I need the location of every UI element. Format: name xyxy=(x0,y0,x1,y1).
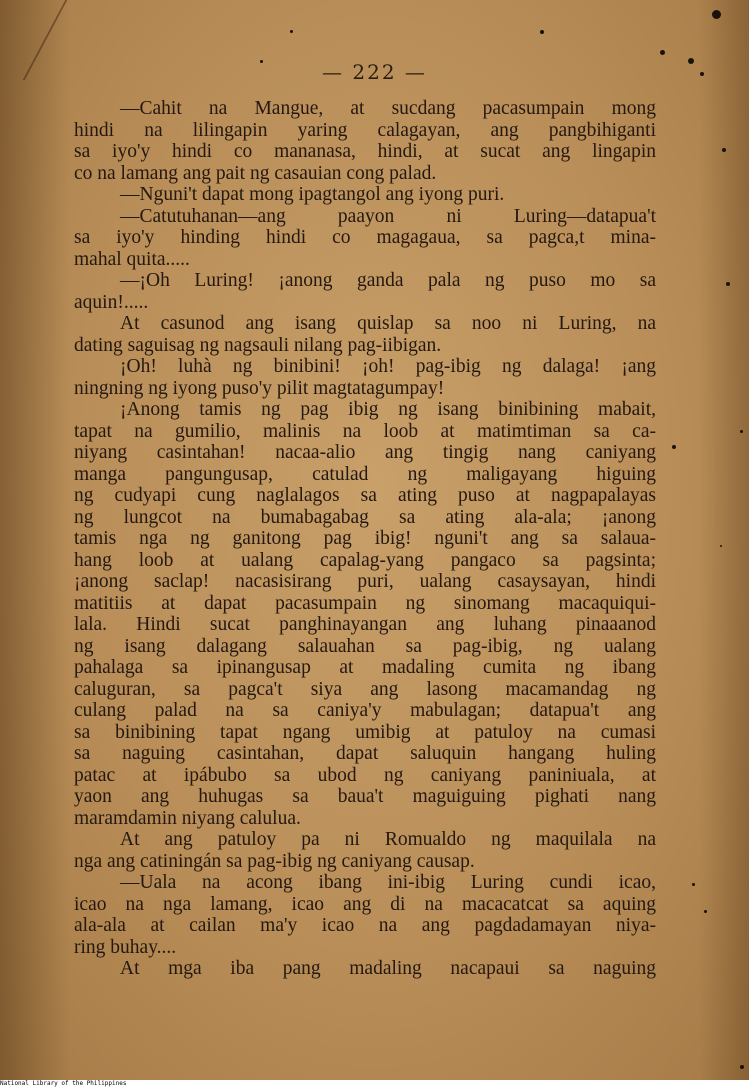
page-number: — 222 — xyxy=(322,60,427,84)
text-line: hang loob at ualang capalag-yang pangaco sa pagsinta; xyxy=(74,549,656,571)
text-line: —Uala na acong ibang ini-ibig Luring cundi icao, xyxy=(120,872,656,893)
library-credit: National Library of the Philippines xyxy=(0,1080,749,1088)
text-line: tapat na gumilio, malinis na loob at matimtiman sa ca- xyxy=(74,420,656,442)
paper-speck xyxy=(720,545,722,547)
text-line: icao na nga lamang, icao ang di na macacatcat sa aquing xyxy=(74,893,656,915)
text-line: niyang casintahan! nacaa-alio ang tingig nang caniyang xyxy=(74,442,656,463)
paper-speck xyxy=(260,60,263,63)
text-line: ¡Anong tamis ng pag ibig ng isang binibining mabait, xyxy=(120,399,656,420)
text-line: sa binibining tapat ngang umibig at patuloy na cumasi xyxy=(74,721,656,743)
text-line: —Cahit na Mangue, at sucdang pacasumpain mong xyxy=(120,98,656,119)
text-line: sa iyo'y hinding hindi co magagaua, sa pagca,t mina- xyxy=(74,227,656,248)
text-line: nga ang catiningán sa pag-ibig ng caniyang causap. xyxy=(74,850,475,872)
text-line: matitiis at dapat pacasumpain ng sinomang macaquiqui- xyxy=(74,592,656,614)
text-line: aquin!..... xyxy=(74,291,149,313)
paper-speck xyxy=(688,58,694,64)
text-line: At ang patuloy pa ni Romualdo ng maquilala na xyxy=(120,829,656,850)
text-line: ¡anong saclap! nacasisirang puri, ualang casaysayan, hindi xyxy=(74,571,656,592)
body-text xyxy=(74,98,656,980)
text-line: caluguran, sa pagca't siya ang lasong macamandag ng xyxy=(74,678,656,700)
text-line: ala-ala at cailan ma'y icao na ang pagdadamayan niya- xyxy=(74,915,656,936)
text-line: —Catutuhanan—ang paayon ni Luring—datapua't xyxy=(120,205,656,227)
text-line: culang palad na sa caniya'y mabulagan; datapua't ang xyxy=(74,700,656,721)
text-line: mahal quita..... xyxy=(74,248,190,270)
paper-speck xyxy=(722,148,726,152)
text-line: ng isang dalagang salauahan sa pag-ibig, ng ualang xyxy=(74,635,656,657)
text-line: sa naguing casintahan, dapat saluquin hangang huling xyxy=(74,743,656,764)
paper-speck xyxy=(692,883,695,886)
text-line: manga pangungusap, catulad ng maligayang higuing xyxy=(74,463,656,485)
text-line: At mga iba pang madaling nacapaui sa naguing xyxy=(120,958,656,979)
text-line: hindi na lilingapin yaring calagayan, ang pangbihiganti xyxy=(74,119,656,141)
paper-speck xyxy=(660,50,665,55)
page-shadow-left xyxy=(0,0,70,1080)
text-line: yaon ang huhugas sa baua't maguiguing pighati nang xyxy=(74,786,656,807)
text-line: dating saguisag ng nagsauli nilang pag-iibigan. xyxy=(74,334,442,356)
paper-speck xyxy=(740,430,743,433)
paper-speck xyxy=(540,30,544,34)
text-line: lala. Hindi sucat panghinayangan ang luhang pinaaanod xyxy=(74,614,656,635)
text-line: ningning ng iyong puso'y pilit magtatagumpay! xyxy=(74,377,445,399)
text-line: —Nguni't dapat mong ipagtangol ang iyong puri. xyxy=(120,184,505,205)
paper-speck xyxy=(740,1065,744,1069)
paper-speck xyxy=(700,72,704,76)
text-line: co na lamang ang pait ng casauian cong palad. xyxy=(74,162,437,184)
text-line: —¡Oh Luring! ¡anong ganda pala ng puso mo sa xyxy=(120,270,656,291)
text-line: At casunod ang isang quislap sa noo ni Luring, na xyxy=(120,313,656,334)
paper-speck xyxy=(290,30,293,33)
text-line: ng cudyapi cung naglalagos sa ating puso at nagpapalayas xyxy=(74,485,656,506)
page-shadow-right xyxy=(699,0,749,1080)
text-line: pahalaga sa ipinangusap at madaling cumita ng ibang xyxy=(74,657,656,678)
paper-speck xyxy=(672,445,676,449)
paper-speck xyxy=(726,282,730,286)
paper-speck xyxy=(712,10,721,19)
text-line: ¡Oh! luhà ng binibini! ¡oh! pag-ibig ng dalaga! ¡ang xyxy=(120,356,656,377)
text-line: maramdamin niyang calulua. xyxy=(74,807,301,829)
text-line: sa iyo'y hindi co mananasa, hindi, at sucat ang lingapin xyxy=(74,141,656,162)
text-line: patac at ipábubo sa ubod ng caniyang paniniuala, at xyxy=(74,764,656,786)
paper-speck xyxy=(704,910,707,913)
text-line: tamis nga ng ganitong pag ibig! nguni't ang sa salaua- xyxy=(74,528,656,549)
text-line: ng lungcot na bumabagabag sa ating ala-ala; ¡anong xyxy=(74,506,656,528)
text-line: ring buhay.... xyxy=(74,936,177,958)
